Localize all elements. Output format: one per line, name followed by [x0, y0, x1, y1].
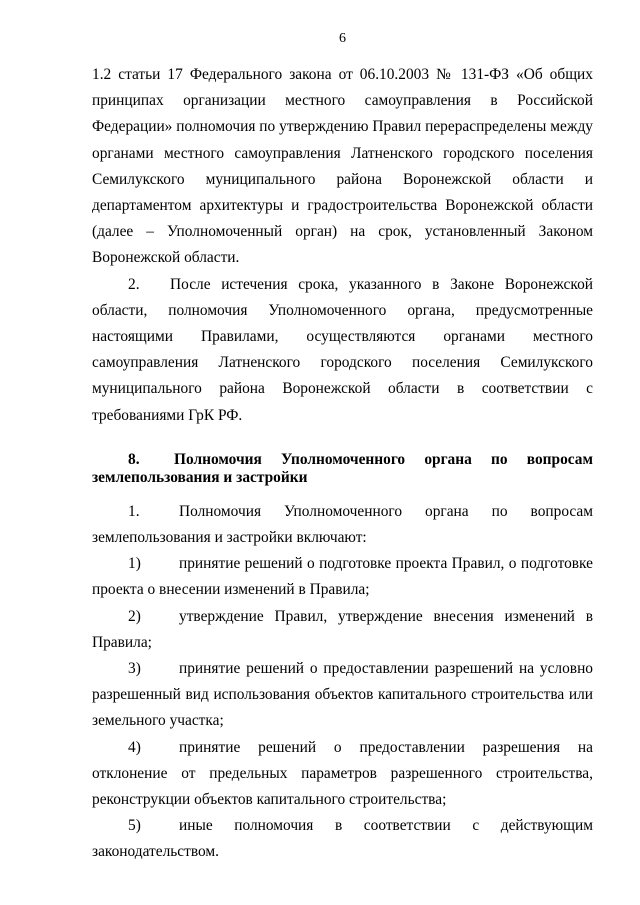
- paragraph-number: 2.: [128, 275, 140, 293]
- list-item-number: 5): [128, 817, 141, 835]
- list-item-number: 1): [128, 555, 141, 573]
- list-item-1: [92, 551, 593, 603]
- page-number: 6: [339, 31, 346, 46]
- section-heading: [92, 451, 593, 487]
- section-paragraph-1: [92, 499, 593, 551]
- paragraph-item-2: [92, 272, 593, 429]
- list-item-4: [92, 735, 593, 814]
- document-page: [92, 30, 593, 866]
- list-item-text: иные полномочия в соответствии с действующим законодательством.: [92, 817, 593, 861]
- list-item-2: [92, 604, 593, 656]
- list-item-5: [92, 813, 593, 865]
- list-item-text: принятие решений о предоставлении разрешения на отклонение от предельных параметров разрешенного строительства, реконструкции объектов капитального строительства;: [92, 738, 593, 809]
- list-item-text: принятие решений о подготовке проекта Правил, о подготовке проекта о внесении изменений в Правила;: [92, 555, 593, 599]
- list-item-number: 2): [128, 607, 141, 625]
- list-item-number: 4): [128, 738, 141, 756]
- paragraph-number: 1.: [128, 502, 140, 520]
- paragraph-text: Полномочия Уполномоченного органа по вопросам землепользования и застройки включают:: [92, 502, 593, 547]
- paragraph-text: После истечения срока, указанного в Законе Воронежской области, полномочия Уполномоченного органа, предусмотренные настоящими Правилами, осуществляются органами местного самоуправления Латненского городского поселения Семилукского муниципального района Воронежской области в соответствии с требованиями ГрК РФ.: [92, 275, 593, 424]
- list-item-text: утверждение Правил, утверждение внесения изменений в Правила;: [92, 607, 593, 651]
- section-title: Полномочия Уполномоченного органа по вопросам землепользования и застройки: [92, 450, 593, 486]
- list-item-3: [92, 656, 593, 735]
- list-item-number: 3): [128, 660, 141, 678]
- section-spacer: [92, 429, 593, 451]
- list-item-text: принятие решений о предоставлении разрешений на условно разрешенный вид использования объектов капитального строительства или земельного участка;: [92, 660, 593, 730]
- section-number: 8.: [128, 450, 140, 468]
- paragraph-continuation: 1.2 статьи 17 Федерального закона от 06.10.2003 № 131-ФЗ «Об общих принципах организации местного самоуправления в Российской Федерации» полномочия по утверждению Правил перераспределены между органами местного самоуправления Латненского городского поселения Семилукского муниципального района Воронежской области и департаментом архитектуры и градостроительства Воронежской области (далее – Уполномоченный орган) на срок, установленный Законом Воронежской области.: [92, 66, 593, 267]
